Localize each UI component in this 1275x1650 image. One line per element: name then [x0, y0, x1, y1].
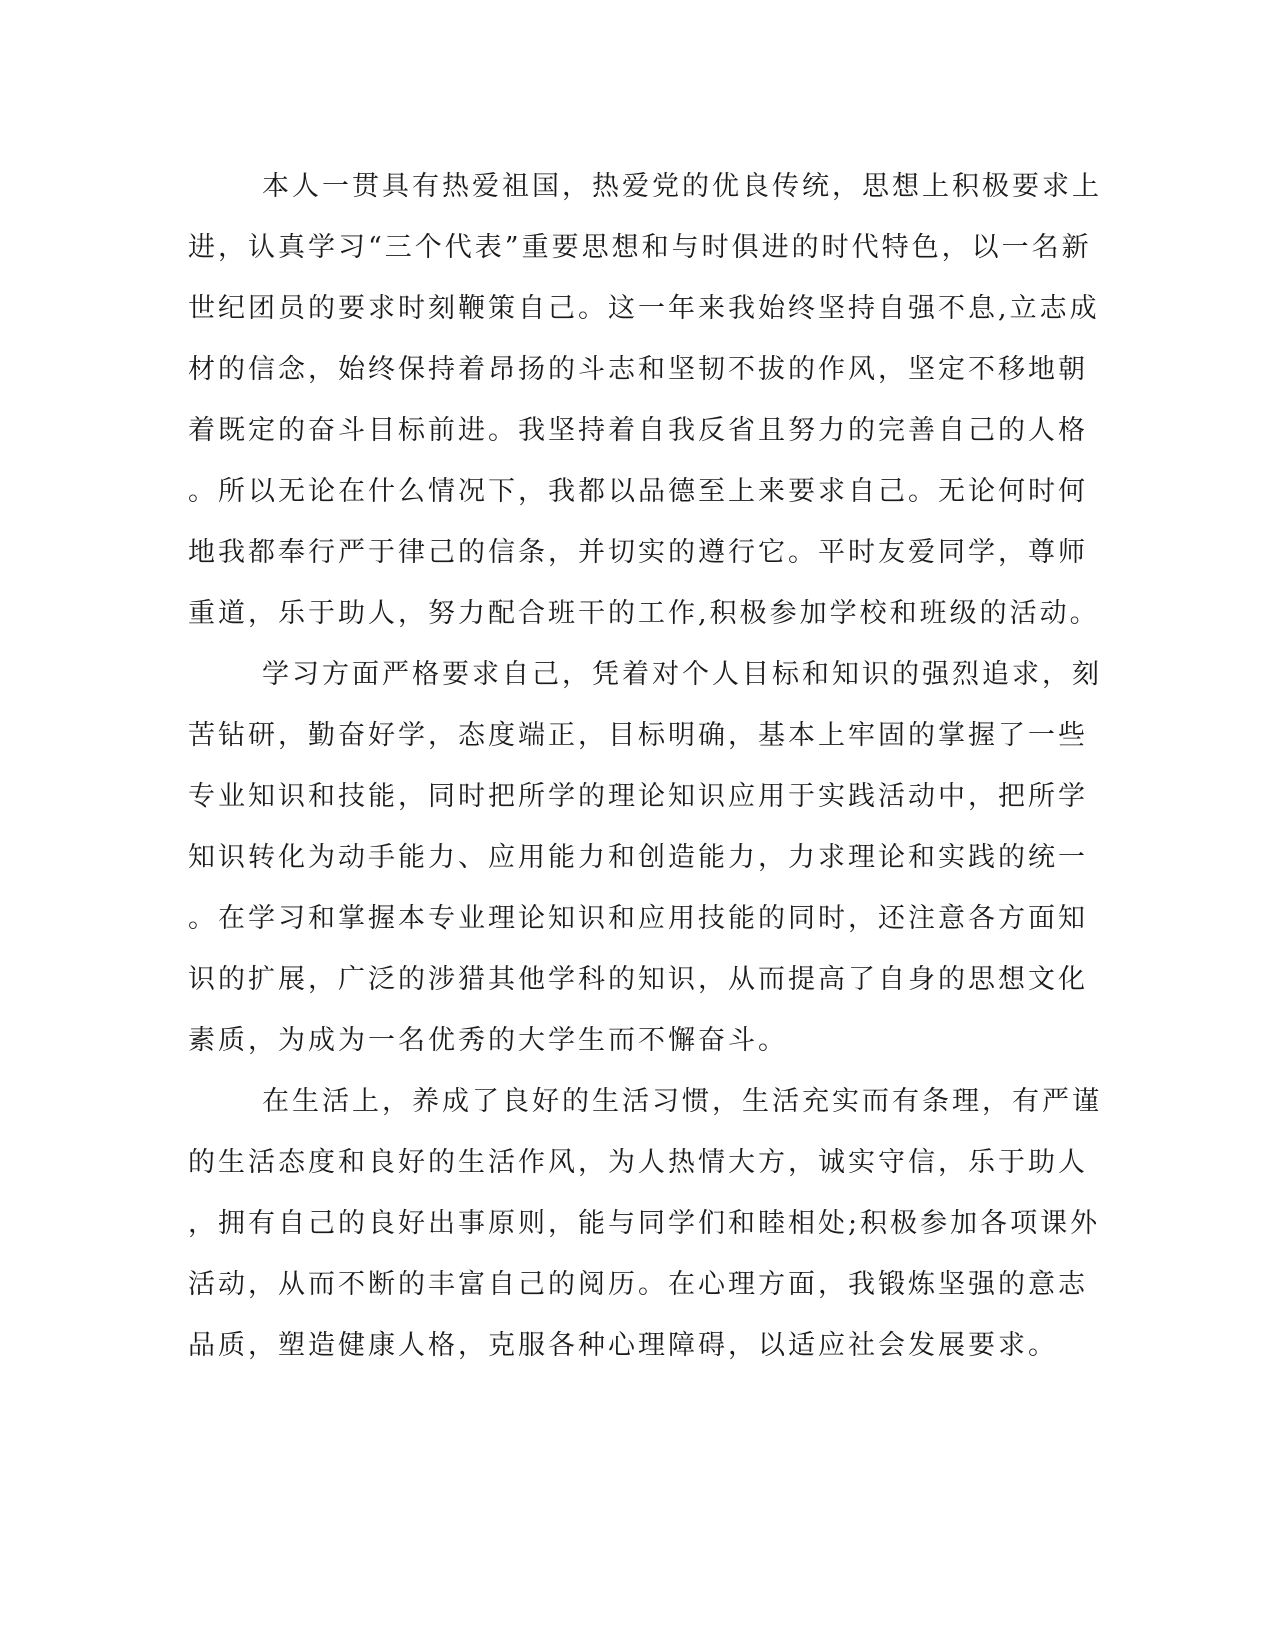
text-line: 识的扩展，广泛的涉猎其他学科的知识，从而提高了自身的思想文化: [188, 964, 1088, 995]
text-line: 苦钻研，勤奋好学，态度端正，目标明确，基本上牢固的掌握了一些: [188, 720, 1088, 751]
document-body: [188, 156, 1102, 1376]
text-line: 素质，为成为一名优秀的大学生而不懈奋斗。: [188, 1025, 788, 1056]
paragraph-life: [188, 1071, 1102, 1376]
text-line: 世纪团员的要求时刻鞭策自己。这一年来我始终坚持自强不息,立志成: [188, 293, 1100, 324]
text-line: 知识转化为动手能力、应用能力和创造能力，力求理论和实践的统一: [188, 842, 1088, 873]
text-line: 的生活态度和良好的生活作风，为人热情大方，诚实守信，乐于助人: [188, 1147, 1088, 1178]
text-line: 。所以无论在什么情况下，我都以品德至上来要求自己。无论何时何: [188, 476, 1088, 507]
text-line: 进，认真学习“三个代表”重要思想和与时俱进的时代特色，以一名新: [188, 232, 1092, 263]
text-line: 在生活上，养成了良好的生活习惯，生活充实而有条理，有严谨: [262, 1086, 1102, 1117]
text-line: 专业知识和技能，同时把所学的理论知识应用于实践活动中，把所学: [188, 781, 1088, 812]
text-line: 学习方面严格要求自己，凭着对个人目标和知识的强烈追求，刻: [262, 659, 1102, 690]
text-line: 材的信念，始终保持着昂扬的斗志和坚韧不拔的作风，坚定不移地朝: [188, 354, 1088, 385]
text-line: 重道，乐于助人，努力配合班干的工作,积极参加学校和班级的活动。: [188, 598, 1100, 629]
text-line: 活动，从而不断的丰富自己的阅历。在心理方面，我锻炼坚强的意志: [188, 1269, 1088, 1300]
text-line: 。在学习和掌握本专业理论知识和应用技能的同时，还注意各方面知: [188, 903, 1088, 934]
text-line: 品质，塑造健康人格，克服各种心理障碍，以适应社会发展要求。: [188, 1330, 1058, 1361]
paragraph-character: [188, 156, 1102, 644]
text-line: 地我都奉行严于律己的信条，并切实的遵行它。平时友爱同学，尊师: [188, 537, 1088, 568]
text-line: 本人一贯具有热爱祖国，热爱党的优良传统，思想上积极要求上: [262, 171, 1102, 202]
text-line: 着既定的奋斗目标前进。我坚持着自我反省且努力的完善自己的人格: [188, 415, 1088, 446]
paragraph-study: [188, 644, 1102, 1071]
text-line: ，拥有自己的良好出事原则，能与同学们和睦相处;积极参加各项课外: [188, 1208, 1101, 1239]
